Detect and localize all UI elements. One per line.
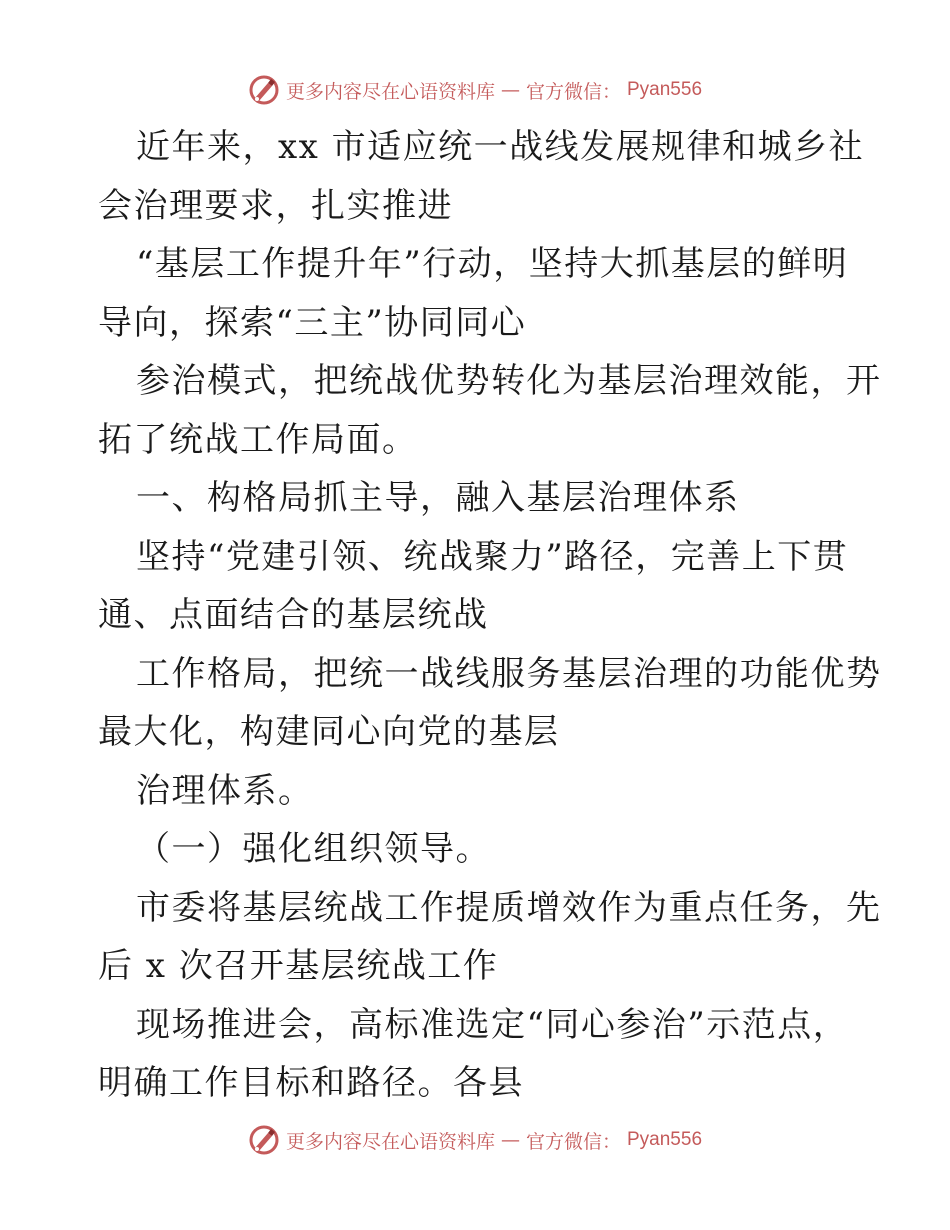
- text-line: 现场推进会，高标准选定“同心参治”示范点，: [136, 1004, 849, 1045]
- footer-watermark: [0, 1120, 950, 1160]
- watermark-wechat-label: 官方微信：: [525, 1130, 621, 1153]
- text-line: “基层工作提升年”行动，坚持大抓基层的鲜明: [136, 244, 849, 284]
- watermark-separator: —: [500, 1129, 520, 1151]
- watermark-wechat-id: Pyan556: [627, 1129, 703, 1150]
- document-body: [98, 118, 882, 1113]
- text-line: 一、构格局抓主导，融入基层治理体系: [136, 478, 740, 518]
- watermark-brand: 更多内容尽在心语资料库: [285, 1130, 495, 1153]
- text-line: 近年来，xx 市适应统一战线发展规律和城乡社: [136, 127, 865, 167]
- text-line: （一）强化组织领导。: [136, 829, 491, 869]
- text-line: 市委将基层统战工作提质增效作为重点任务，先: [136, 887, 882, 928]
- watermark-wechat-label: 官方微信：: [525, 80, 621, 103]
- text-line: 治理体系。: [136, 770, 314, 811]
- text-line: 工作格局，把统一战线服务基层治理的功能优势: [136, 653, 882, 694]
- text-line: 导向，探索“三主”协同同心: [98, 302, 527, 343]
- watermark-brand: 更多内容尽在心语资料库: [285, 80, 495, 103]
- watermark-separator: —: [500, 79, 520, 101]
- watermark-wechat-id: Pyan556: [627, 79, 703, 100]
- text-line: 会治理要求，扎实推进: [98, 185, 453, 226]
- header-watermark: [0, 70, 950, 110]
- text-line: 坚持“党建引领、统战聚力”路径，完善上下贯: [136, 536, 849, 577]
- text-line: 明确工作目标和路径。各县: [98, 1063, 524, 1103]
- text-line: 通、点面结合的基层统战: [98, 595, 489, 635]
- text-line: 最大化，构建同心向党的基层: [98, 712, 560, 752]
- text-line: 拓了统战工作局面。: [98, 419, 418, 460]
- pen-logo-icon: [248, 1124, 280, 1156]
- text-line: 参治模式，把统战优势转化为基层治理效能，开: [136, 361, 882, 401]
- text-line: 后 x 次召开基层统战工作: [98, 946, 499, 986]
- pen-logo-icon: [248, 74, 280, 106]
